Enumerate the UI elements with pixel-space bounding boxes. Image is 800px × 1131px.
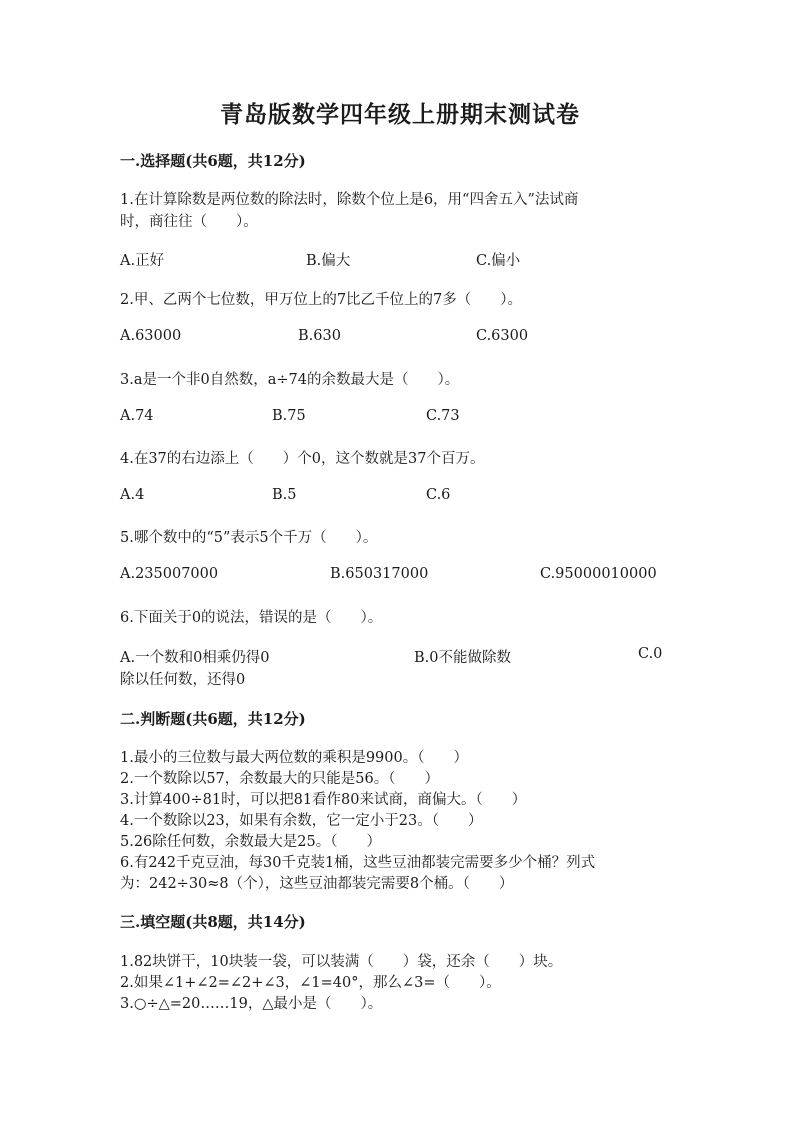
- statement-line: 4.一个数除以23，如果有余数，它一定小于23。（ ）: [120, 813, 483, 829]
- option-b: B.650317000: [330, 566, 429, 582]
- option-c: C.6300: [476, 328, 529, 344]
- option-b: B.630: [298, 328, 341, 344]
- fill-blank-line: 3.○÷△=20……19，△最小是（ ）。: [120, 996, 383, 1012]
- question-line: 1.在计算除数是两位数的除法时，除数个位上是6，用“四舍五入”法试商: [120, 192, 579, 208]
- section-heading-true-false: 二.判断题(共6题，共12分): [120, 710, 306, 728]
- question-line: 时，商往往（ ）。: [120, 214, 258, 230]
- option-b: B.5: [272, 487, 297, 503]
- option-b: B.75: [272, 408, 306, 424]
- question-line: 4.在37的右边添上（ ）个0，这个数就是37个百万。: [120, 451, 485, 467]
- statement-line: 3.计算400÷81时，可以把81看作80来试商，商偏大。（ ）: [120, 792, 527, 808]
- statement-line: 2.一个数除以57，余数最大的只能是56。（ ）: [120, 771, 439, 787]
- option-c: C.6: [426, 487, 451, 503]
- option-c: C.偏小: [476, 253, 521, 269]
- option-a: A.235007000: [120, 566, 219, 582]
- option-b: B.偏大: [306, 253, 351, 269]
- option-c-continuation: 除以任何数，还得0: [120, 672, 246, 688]
- option-a: A.正好: [120, 253, 165, 269]
- question-line: 6.下面关于0的说法，错误的是（ ）。: [120, 610, 383, 626]
- section-heading-choice: 一.选择题(共6题，共12分): [120, 152, 306, 170]
- option-b: B.0不能做除数: [414, 650, 511, 666]
- statement-line: 1.最小的三位数与最大两位数的乘积是9900。（ ）: [120, 750, 468, 766]
- question-line: 2.甲、乙两个七位数，甲万位上的7比乙千位上的7多（ ）。: [120, 292, 523, 308]
- option-c: C.95000010000: [540, 566, 657, 582]
- statement-line: 6.有242千克豆油，每30千克装1桶，这些豆油都装完需要多少个桶？列式: [120, 855, 596, 871]
- fill-blank-line: 2.如果∠1+∠2=∠2+∠3，∠1=40°，那么∠3=（ ）。: [120, 975, 501, 991]
- option-a: A.一个数和0相乘仍得0: [120, 650, 270, 666]
- statement-line: 5.26除任何数，余数最大是25。（ ）: [120, 834, 381, 850]
- option-a: A.74: [120, 408, 154, 424]
- option-c: C.73: [426, 408, 460, 424]
- statement-line: 为：242÷30≈8（个），这些豆油都装完需要8个桶。（ ）: [120, 876, 514, 892]
- section-heading-fill-blank: 三.填空题(共8题，共14分): [120, 913, 306, 931]
- question-line: 5.哪个数中的“5”表示5个千万（ ）。: [120, 530, 378, 546]
- question-line: 3.a是一个非0自然数，a÷74的余数最大是（ ）。: [120, 372, 460, 388]
- option-a: A.63000: [120, 328, 182, 344]
- option-c: C.0: [638, 646, 663, 662]
- fill-blank-line: 1.82块饼干，10块装一袋，可以装满（ ）袋，还余（ ）块。: [120, 954, 563, 970]
- option-a: A.4: [120, 487, 145, 503]
- page-title: 青岛版数学四年级上册期末测试卷: [220, 101, 580, 128]
